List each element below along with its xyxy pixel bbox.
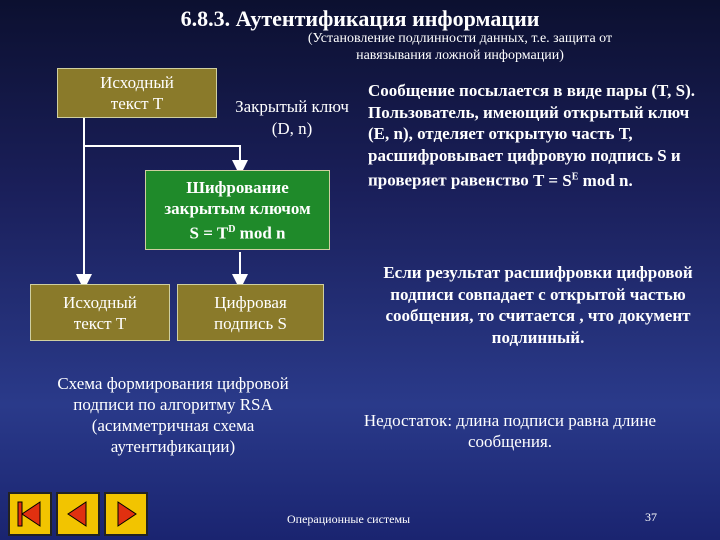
page-subtitle: (Установление подлинности данных, т.е. защита от навязывания ложной информации): [307, 31, 613, 63]
verification-formula-suffix: mod n.: [578, 170, 633, 190]
nav-previous-button[interactable]: [56, 492, 100, 536]
encryption-formula-sup: D: [228, 223, 236, 235]
source-text-bottom-label: Исходный текст Т: [63, 292, 137, 333]
encryption-formula: [190, 219, 286, 244]
nav-first-button[interactable]: [8, 492, 52, 536]
nav-previous-icon: [58, 494, 98, 534]
verification-formula-sup: E: [571, 171, 579, 182]
diagram-caption: Схема формирования цифровой подписи по алгоритму RSA (асимметричная схема аутентификации): [57, 374, 289, 456]
encryption-box: [145, 170, 330, 250]
source-text-box-bottom: [30, 284, 170, 341]
verification-formula-prefix: T = S: [533, 170, 572, 190]
source-text-box-top: [57, 68, 217, 118]
digital-signature-box: [177, 284, 324, 341]
page-title: 6.8.3. Аутентификация информации: [180, 6, 540, 31]
digital-signature-label: Цифровая подпись S: [214, 292, 287, 333]
encryption-formula-prefix: S = T: [189, 223, 229, 243]
encryption-formula-suffix: mod n: [235, 223, 286, 243]
nav-first-icon: [10, 494, 50, 534]
nav-next-button[interactable]: [104, 492, 148, 536]
private-key-label: Закрытый ключ (D, n): [235, 97, 349, 138]
encryption-line1: Шифрование: [186, 177, 289, 197]
verification-formula: [533, 171, 633, 190]
encryption-line2: закрытым ключом: [164, 198, 311, 218]
verification-text: Сообщение посылается в виде пары (T, S). Пользователь, имеющий открытый ключ (E, n), отделяет открытую часть Т, расшифровывает цифровую подпись S и проверяет равенство: [368, 81, 695, 190]
verification-paragraph: [368, 80, 708, 191]
source-text-top-label: Исходный текст Т: [100, 73, 174, 113]
arrow-source-to-encryption: [84, 146, 240, 168]
footer-course: Операционные системы: [287, 512, 411, 526]
footer-page-number: 37: [645, 510, 657, 524]
drawback-note: Недостаток: длина подписи равна длине сообщения.: [363, 411, 657, 451]
nav-next-icon: [106, 494, 146, 534]
authenticity-paragraph: Если результат расшифровки цифровой подписи совпадает с открытой частью сообщения, то считается , что документ подлинный.: [383, 263, 693, 347]
